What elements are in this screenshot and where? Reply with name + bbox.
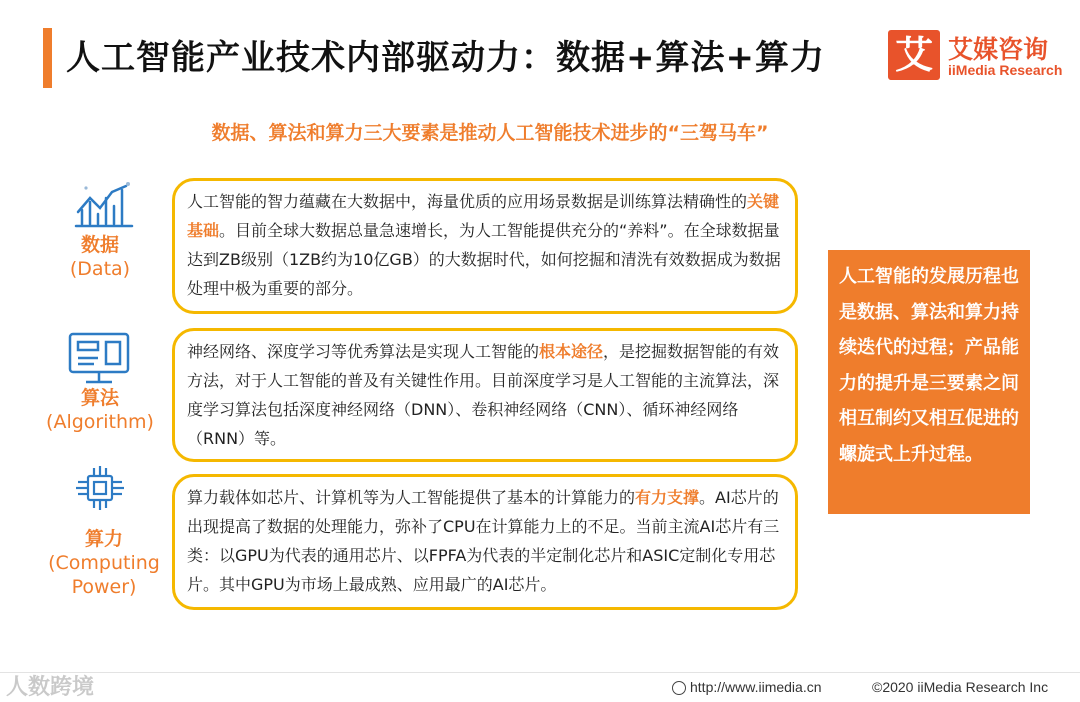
card-highlight: 根本途径 (539, 342, 604, 361)
globe-icon (672, 681, 686, 695)
row-label-en: (Computing Power) (48, 552, 160, 598)
footer-divider (0, 672, 1080, 673)
algorithm-monitor-icon (66, 330, 136, 390)
iimedia-logo (888, 30, 1068, 82)
row-label-cn: 数据 (80, 234, 119, 256)
card-text: 神经网络、深度学习等优秀算法是实现人工智能的 (187, 342, 540, 361)
watermark-text: 人数跨境 (6, 675, 95, 700)
card-text: 人工智能的智力蕴藏在大数据中，海量优质的应用场景数据是训练算法精确性的 (187, 192, 748, 211)
conclusion-box: 人工智能的发展历程也是数据、算法和算力持续迭代的过程；产品能力的提升是三要素之间相互制约又相互促进的螺旋式上升过程。 (828, 250, 1030, 514)
card-text: 。目前全球大数据总量急速增长，为人工智能提供充分的“养料”。在全球数据量达到ZB级别（1ZB约为10亿GB）的大数据时代，如何挖掘和清洗有效数据成为数据处理中极为重要的部分。 (187, 221, 781, 298)
chip-icon (68, 460, 138, 520)
card-text: 。AI芯片的出现提高了数据的处理能力，弥补了CPU在计算能力上的不足。当前主流AI芯片有三类：以GPU为代表的通用芯片、以FPFA为代表的半定制化芯片和ASIC定制化专用芯片。其中GPU为市场上最成熟、应用最广的AI芯片。 (187, 488, 780, 594)
logo-mark: 艾 (888, 30, 940, 80)
data-description-card (172, 178, 798, 314)
row-label-en: (Algorithm) (46, 411, 154, 433)
row-label-algorithm (30, 386, 170, 434)
page-title: 人工智能产业技术内部驱动力：数据+算法+算力 (66, 38, 825, 78)
footer-url-text[interactable]: http://www.iimedia.cn (690, 679, 822, 695)
row-label-cn: 算力 (84, 528, 123, 550)
footer-copyright: ©2020 iiMedia Research Inc (872, 679, 1049, 695)
footer-url[interactable] (672, 679, 822, 695)
card-highlight: 关键基础 (187, 192, 780, 240)
data-chart-icon (70, 178, 140, 238)
algorithm-description-card (172, 328, 798, 462)
computing-description-card (172, 474, 798, 610)
row-label-computing (40, 527, 168, 599)
title-accent-bar (43, 28, 52, 88)
logo-name-cn: 艾媒咨询 (948, 35, 1049, 64)
card-highlight: 有力支撑 (635, 488, 700, 507)
card-text: ，是挖掘数据智能的有效方法，对于人工智能的普及有关键性作用。目前深度学习是人工智能的主流算法，深度学习算法包括深度神经网络（DNN）、卷积神经网络（CNN）、循环神经网络（RNN）等。 (187, 342, 780, 448)
row-label-cn: 算法 (80, 387, 119, 409)
card-text: 算力载体如芯片、计算机等为人工智能提供了基本的计算能力的 (187, 488, 636, 507)
subtitle: 数据、算法和算力三大要素是推动人工智能技术进步的“三驾马车” (211, 122, 769, 144)
logo-name-en: iiMedia Research (948, 62, 1063, 78)
row-label-data (40, 233, 160, 281)
row-label-en: (Data) (69, 258, 131, 280)
